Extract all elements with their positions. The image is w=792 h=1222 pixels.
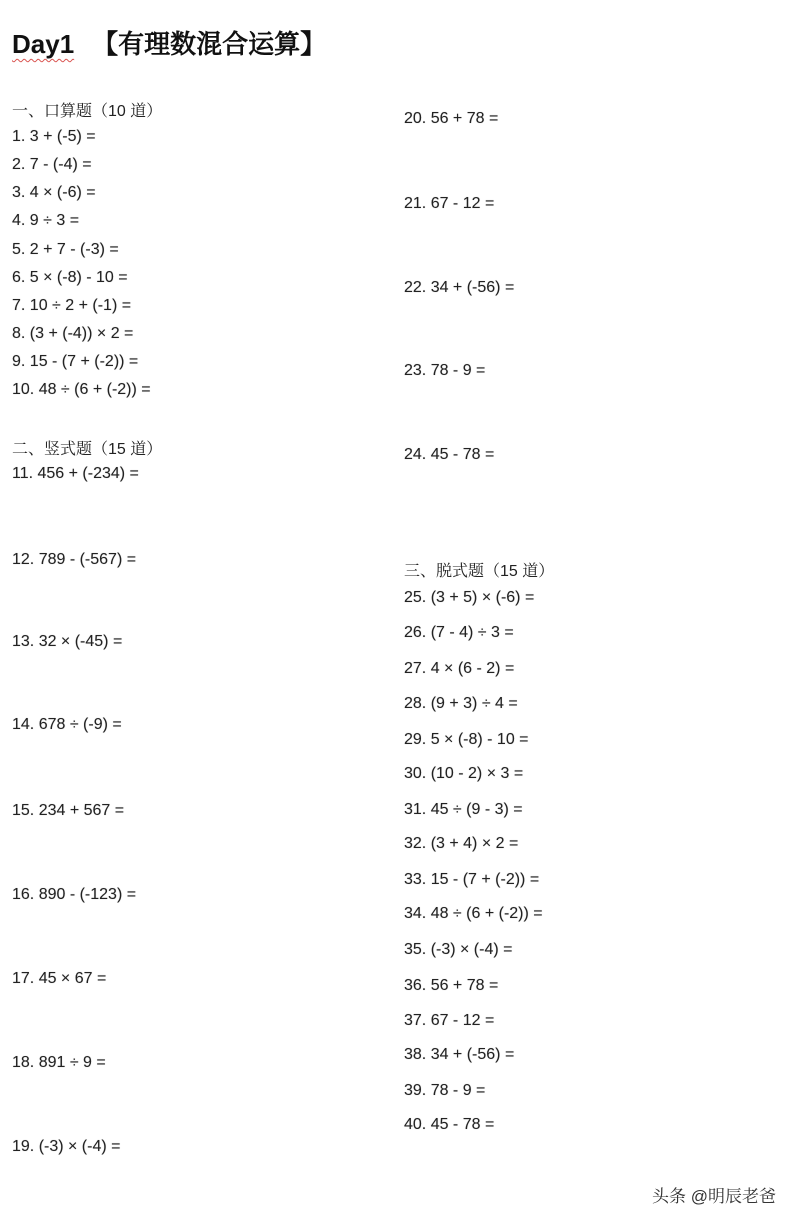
question-26: 26. (7 - 4) ÷ 3 = [404,624,514,641]
question-35: 35. (-3) × (-4) = [404,941,513,958]
question-28: 28. (9 + 3) ÷ 4 = [404,695,518,712]
watermark: 头条 @明辰老爸 [652,1187,776,1206]
page-title [12,24,326,61]
question-13: 13. 32 × (-45) = [12,633,123,650]
question-32: 32. (3 + 4) × 2 = [404,835,519,852]
question-18: 18. 891 ÷ 9 = [12,1054,106,1071]
question-17: 17. 45 × 67 = [12,970,107,987]
question-31: 31. 45 ÷ (9 - 3) = [404,801,523,818]
question-19: 19. (-3) × (-4) = [12,1138,121,1155]
question-27: 27. 4 × (6 - 2) = [404,660,515,677]
question-8: 8. (3 + (-4)) × 2 = [12,325,134,342]
question-23: 23. 78 - 9 = [404,362,486,379]
question-22: 22. 34 + (-56) = [404,279,515,296]
question-21: 21. 67 - 12 = [404,195,495,212]
question-5: 5. 2 + 7 - (-3) = [12,241,119,258]
question-25: 25. (3 + 5) × (-6) = [404,589,535,606]
question-29: 29. 5 × (-8) - 10 = [404,731,529,748]
question-11: 11. 456 + (-234) = [12,465,139,482]
question-30: 30. (10 - 2) × 3 = [404,765,524,782]
question-2: 2. 7 - (-4) = [12,156,92,173]
question-34: 34. 48 ÷ (6 + (-2)) = [404,905,543,922]
question-37: 37. 67 - 12 = [404,1012,495,1029]
question-10: 10. 48 ÷ (6 + (-2)) = [12,381,151,398]
question-36: 36. 56 + 78 = [404,977,499,994]
question-16: 16. 890 - (-123) = [12,886,137,903]
question-3: 3. 4 × (-6) = [12,184,96,201]
topic-label: 【有理数混合运算】 [92,29,327,59]
question-38: 38. 34 + (-56) = [404,1046,515,1063]
question-6: 6. 5 × (-8) - 10 = [12,269,128,286]
question-9: 9. 15 - (7 + (-2)) = [12,353,139,370]
question-24: 24. 45 - 78 = [404,446,495,463]
question-4: 4. 9 ÷ 3 = [12,212,80,229]
question-33: 33. 15 - (7 + (-2)) = [404,871,540,888]
question-12: 12. 789 - (-567) = [12,551,137,568]
question-14: 14. 678 ÷ (-9) = [12,716,122,733]
question-15: 15. 234 + 567 = [12,802,125,819]
section-vertical-heading: 二、竖式题（15 道） [12,441,163,458]
section-stepwise-heading: 三、脱式题（15 道） [404,563,555,580]
question-39: 39. 78 - 9 = [404,1082,486,1099]
question-20: 20. 56 + 78 = [404,110,499,127]
question-40: 40. 45 - 78 = [404,1116,495,1133]
day-label: Day1 [12,29,75,59]
section-oral-heading: 一、口算题（10 道） [12,103,163,120]
question-7: 7. 10 ÷ 2 + (-1) = [12,297,132,314]
question-1: 1. 3 + (-5) = [12,128,96,145]
